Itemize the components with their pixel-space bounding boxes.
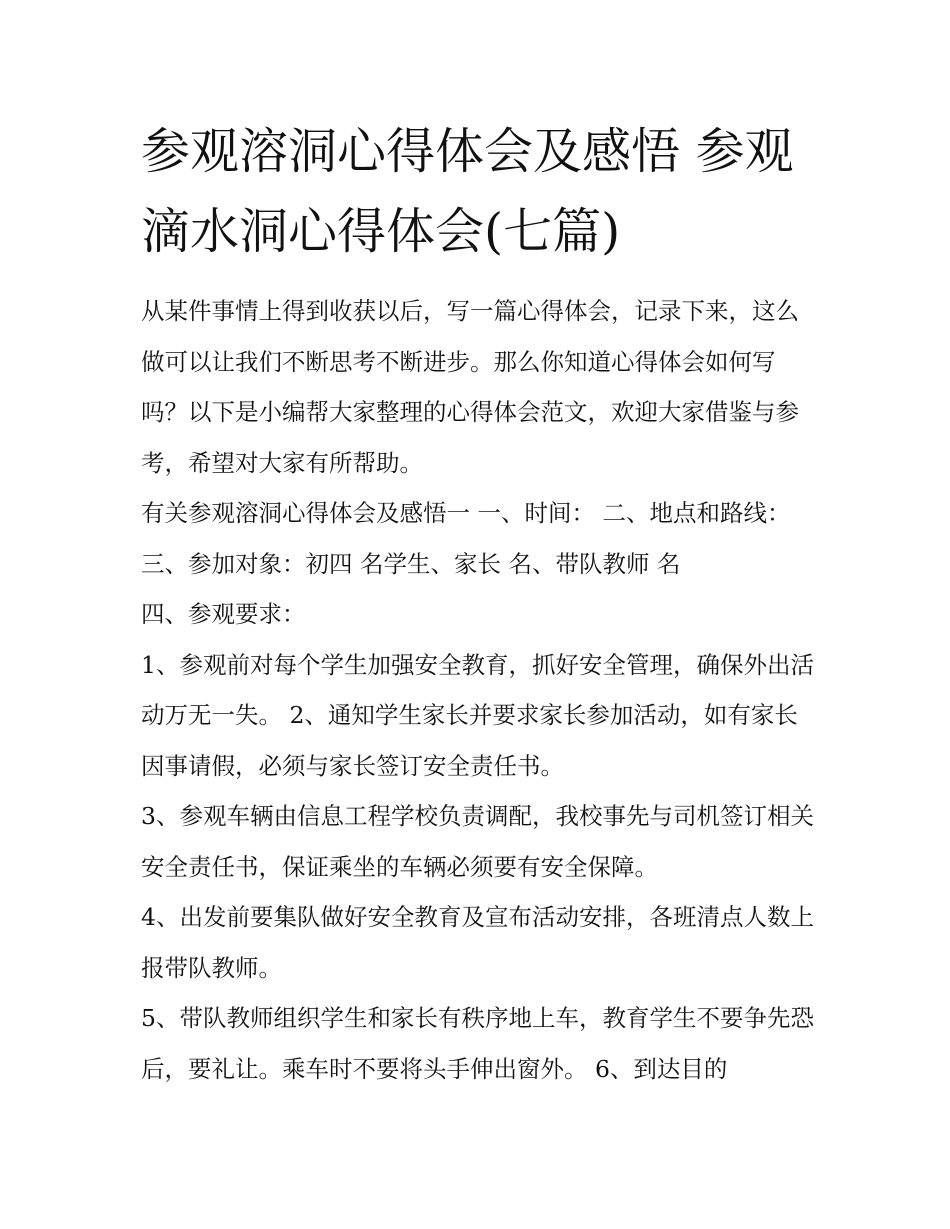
- paragraph-item-1-2: 1、参观前对每个学生加强安全教育，抓好安全管理，确保外出活动万无一失。 2、通知学生家长并要求家长参加活动，如有家长因事请假，必须与家长签订安全责任书。: [141, 650, 814, 780]
- document-content: [141, 112, 816, 1094]
- paragraph-requirements-heading: 四、参观要求：: [141, 600, 306, 628]
- paragraph-item-4: 4、出发前要集队做好安全教育及宣布活动安排，各班清点人数上报带队教师。: [141, 903, 814, 982]
- paragraph-intro: 从某件事情上得到收获以后，写一篇心得体会，记录下来，这么做可以让我们不断思考不断进步。那么你知道心得体会如何写吗？以下是小编帮大家整理的心得体会范文，欢迎大家借鉴与参考，希望对大家有所帮助。: [141, 297, 799, 477]
- paragraph-item-3: 3、参观车辆由信息工程学校负责调配，我校事先与司机签订相关安全责任书，保证乘坐的车辆必须要有安全保障。: [141, 802, 814, 881]
- paragraph-time-place: 有关参观溶洞心得体会及感悟一 一、时间： 二、地点和路线： 三、参加对象：初四 名学生、家长 名、带队教师 名: [141, 499, 791, 578]
- paragraph-item-5-6: 5、带队教师组织学生和家长有秩序地上车，教育学生不要争先恐后，要礼让。乘车时不要将头手伸出窗外。 6、到达目的: [141, 1004, 814, 1083]
- document-title: 参观溶洞心得体会及感悟 参观滴水洞心得体会(七篇): [141, 123, 794, 260]
